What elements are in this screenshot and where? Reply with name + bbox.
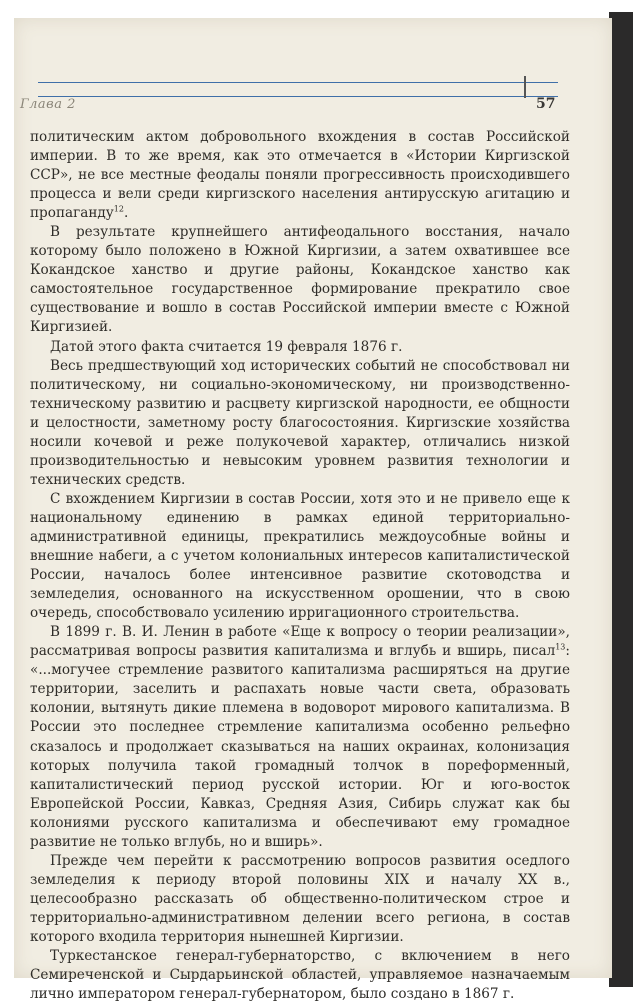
paragraph: политическим актом добровольного вхождения в состав Российской империи. В то же время, как это отмечается в «Истории Киргизской ССР», не все местные феодалы поняли прогрессивность происходившего процесса и вели среди киргизского населения антирусскую агитацию и пропаганду$^{12}$. — [30, 129, 570, 222]
body-text — [30, 128, 570, 1004]
paragraph: Весь предшествующий ход исторических событий не способствовал ни политическому, ни социально-экономическому, ни производственно-техническому развитию и расцвету киргизской народности, ее общности и целостности, заметному росту благосостояния. Киргизские хозяйства носили кочевой и реже полукочевой характер, отличались низкой производительностью и невысоким уровнем развития технологии и технических средств. — [30, 357, 570, 488]
scan-shadow-right — [609, 12, 633, 987]
header-tick-mark — [524, 76, 526, 98]
header-rule-top — [38, 82, 558, 83]
running-head-chapter: Глава 2 — [20, 97, 76, 112]
paragraph: Датой этого факта считается 19 февраля 1876 г. — [50, 338, 403, 355]
scan-background-top — [0, 0, 633, 18]
footnote-ref: 12 — [113, 204, 124, 214]
book-page — [14, 18, 612, 1003]
paragraph: С вхождением Киргизии в состав России, хотя это и не привело еще к национальному единению в рамках единой территориально-административной единицы, прекратились междоусобные войны и внешние набеги, а с учетом колониальных интересов капиталистической России, началось более интенсивное развитие скотоводства и земледелия, основанного на искусственном орошении, что в свою очередь, способствовало усилению ирригационного строительства. — [30, 490, 570, 622]
page-number: 57 — [536, 96, 556, 112]
paragraph: Туркестанское генерал-губернаторство, с включением в него Семиреченской и Сырдарьинской областей, управляемое назначаемым лично императором генерал-губернатором, было создано в 1867 г. — [30, 948, 570, 1003]
footnote-ref: 13 — [555, 642, 566, 652]
header-rule-bottom — [38, 96, 558, 97]
paragraph: В 1899 г. В. И. Ленин в работе «Еще к вопросу о теории реализации», рассматривая вопросы развития капитализма и вглубь и вширь, писал$^{13}$: «...могучее стремление развитого капитализма расширяться на другие территории, заселить и распахать новые части света, образовать колонии, вытянуть дикие племена в водоворот мирового капитализма. В России это последнее стремление капитализма особенно рельефно сказалось и продолжает сказываться на наших окраинах, колонизация которых получила такой громадный толчок в пореформенный, капиталистический период русской истории. Юг и юго-восток Европейской России, Кавказ, Средняя Азия, Сибирь служат как бы колониями русского капитализма и обеспечивают ему громадное развитие не только вглубь, но и вширь». — [30, 624, 570, 850]
paragraph: Прежде чем перейти к рассмотрению вопросов развития оседлого земледелия к периоду второй половины XIX и началу XX в., целесообразно рассказать об общественно-политическом строе и территориально-административном делении всего региона, в состав которого входила территория нынешней Киргизии. — [30, 852, 570, 945]
paragraph: В результате крупнейшего антифеодального восстания, начало которому было положено в Южной Киргизии, а затем охватившее все Кокандское ханство и другие районы, Кокандское ханство как самостоятельное государственное формирование прекратило свое существование и вошло в состав Российской империи вместе с Южной Киргизией. — [30, 224, 570, 336]
